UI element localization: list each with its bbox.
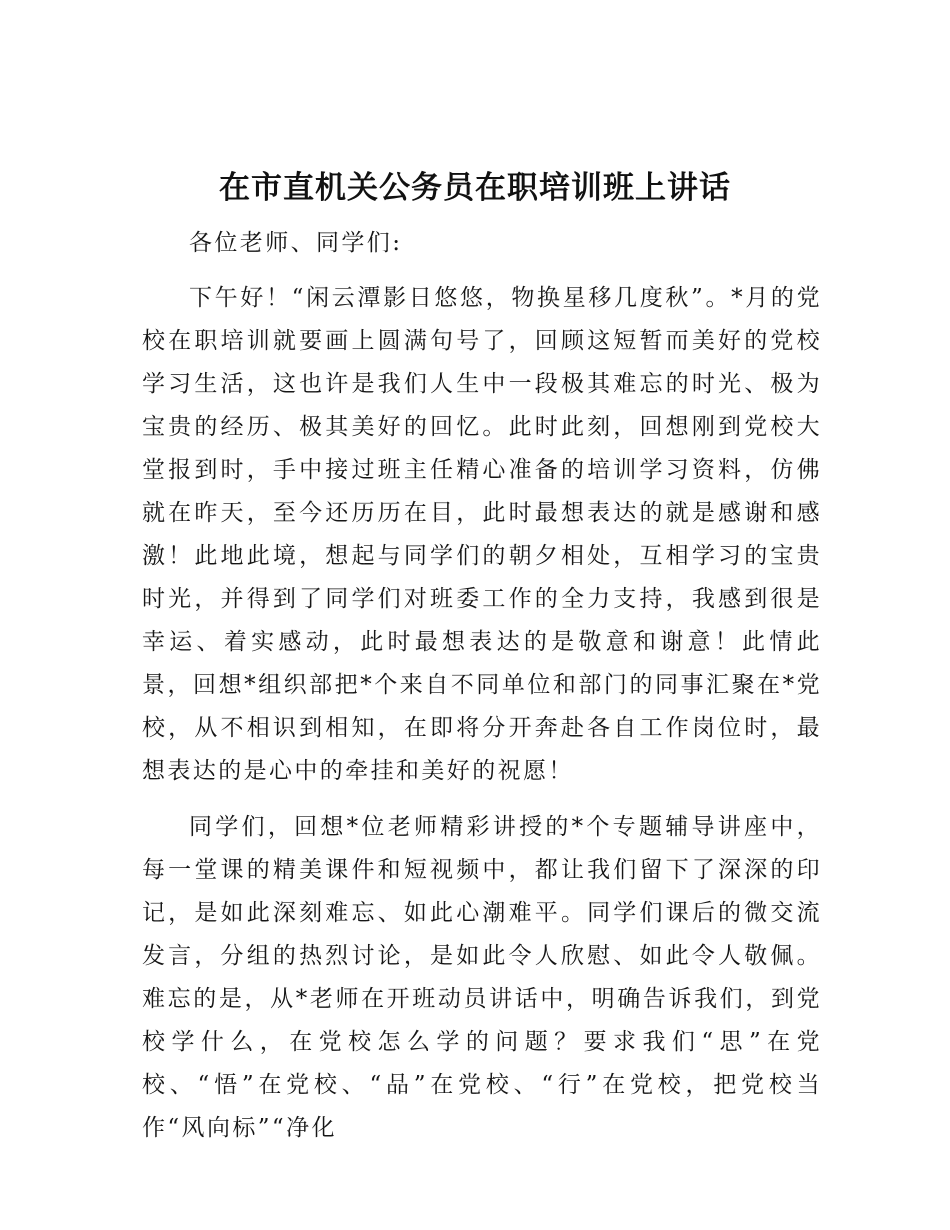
- document-title: 在市直机关公务员在职培训班上讲话: [219, 170, 731, 206]
- body-paragraph-1: 下午好！“闲云潭影日悠悠，物换星移几度秋”。*月的党校在职培训就要画上圆满句号了，回顾这短暂而美好的党校学习生活，这也许是我们人生中一段极其难忘的时光、极为宝贵的经历、极其美好的回忆。此时此刻，回想刚到党校大堂报到时，手中接过班主任精心准备的培训学习资料，仿佛就在昨天，至今还历历在目，此时最想表达的就是感谢和感激！此地此境，想起与同学们的朝夕相处，互相学习的宝贵时光，并得到了同学们对班委工作的全力支持，我感到很是幸运、着实感动，此时最想表达的是敬意和谢意！此情此景，回想*组织部把*个来自不同单位和部门的同事汇聚在*党校，从不相识到相知，在即将分开奔赴各自工作岗位时，最想表达的是心中的牵挂和美好的祝愿！: [142, 285, 822, 784]
- body-paragraph-2: 同学们，回想*位老师精彩讲授的*个专题辅导讲座中，每一堂课的精美课件和短视频中，都让我们留下了深深的印记，是如此深刻难忘、如此心潮难平。同学们课后的微交流发言，分组的热烈讨论，是如此令人欣慰、如此令人敬佩。难忘的是，从*老师在开班动员讲话中，明确告诉我们，到党校学什么，在党校怎么学的问题？要求我们“思”在党校、“悟”在党校、“品”在党校、“行”在党校，把党校当作“风向标”“净化: [142, 814, 822, 1141]
- salutation: 各位老师、同学们:: [189, 230, 403, 256]
